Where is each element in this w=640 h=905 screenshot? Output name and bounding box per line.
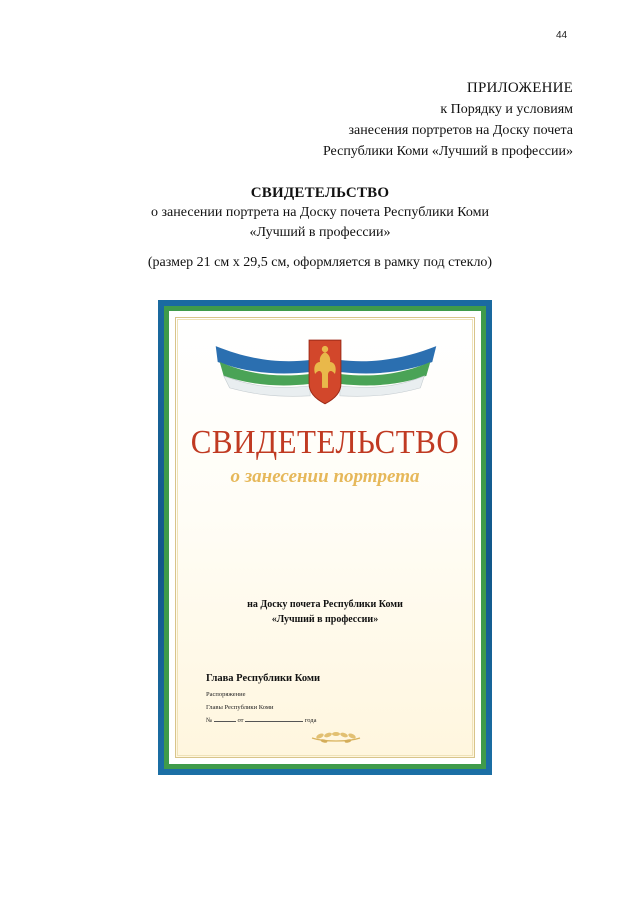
certificate-signature-block bbox=[206, 673, 466, 727]
appendix-block bbox=[173, 78, 573, 162]
date-blank bbox=[245, 715, 303, 722]
certificate-order-label: Распоряжение bbox=[206, 691, 246, 698]
shield-bird-head bbox=[322, 346, 328, 352]
number-sign: № bbox=[206, 717, 213, 724]
certificate-white-margin bbox=[169, 311, 481, 764]
size-note: (размер 21 см х 29,5 см, оформляется в рамку под стекло) bbox=[147, 255, 493, 270]
certificate-board-text bbox=[176, 597, 474, 627]
certificate-subtitle: о занесении портрета bbox=[230, 466, 420, 487]
laurel-ornament-icon bbox=[308, 726, 364, 746]
certificate-head-title: Глава Республики Коми bbox=[206, 673, 321, 684]
appendix-title: ПРИЛОЖЕНИЕ bbox=[466, 80, 573, 96]
flag-ribbon-emblem bbox=[176, 324, 474, 408]
document-heading bbox=[0, 183, 640, 243]
certificate-board-line-2: «Лучший в профессии» bbox=[271, 614, 379, 625]
certificate-order-issuer: Главы Республики Коми bbox=[206, 704, 274, 711]
appendix-line-3: Республики Коми «Лучший в профессии» bbox=[322, 144, 573, 159]
year-label: года bbox=[304, 717, 317, 724]
appendix-line-1: к Порядку и условиям bbox=[440, 102, 573, 117]
document-title: СВИДЕТЕЛЬСТВО bbox=[250, 185, 390, 201]
heading-line-2: «Лучший в профессии» bbox=[249, 225, 391, 240]
certificate-green-frame bbox=[164, 306, 486, 769]
certificate-sample bbox=[158, 300, 492, 775]
number-blank bbox=[214, 715, 236, 722]
heading-line-1: о занесении портрета на Доску почета Республики Коми bbox=[151, 205, 489, 220]
appendix-line-2: занесения портретов на Доску почета bbox=[348, 123, 573, 138]
from-label: от bbox=[237, 717, 244, 724]
page-number: 44 bbox=[556, 30, 568, 41]
certificate-inner-panel bbox=[175, 317, 475, 758]
certificate-title: СВИДЕТЕЛЬСТВО bbox=[190, 422, 460, 461]
certificate-board-line-1: на Доску почета Республики Коми bbox=[247, 599, 403, 610]
